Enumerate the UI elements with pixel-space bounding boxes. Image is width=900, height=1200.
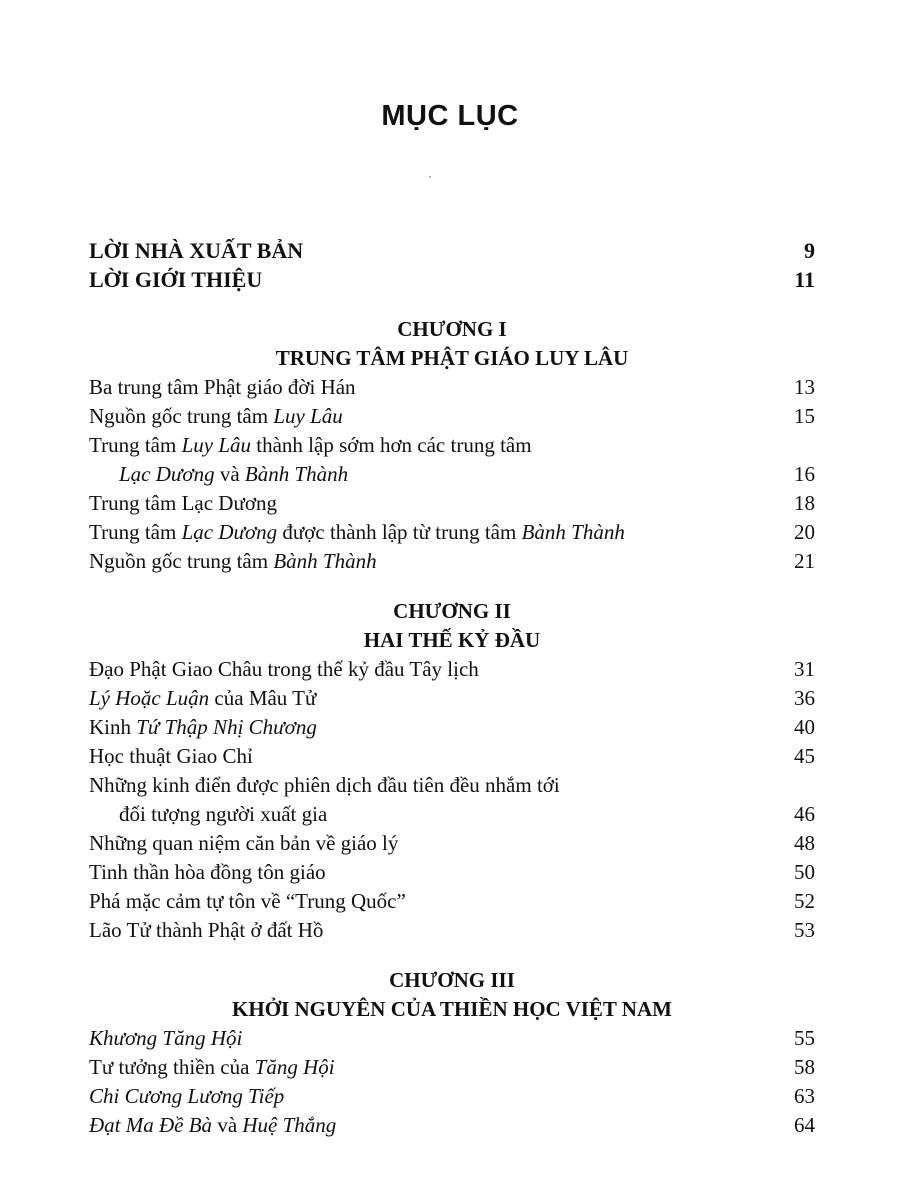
- entry-title: LỜI NHÀ XUẤT BẢN: [89, 238, 304, 263]
- entry-title: [89, 547, 377, 576]
- toc-entry[interactable]: [89, 858, 815, 887]
- page-title: MỤC LỤC: [381, 100, 519, 132]
- entry-title: [89, 713, 317, 742]
- entry-title-text: Những kinh điển được phiên dịch đầu tiên đều nhắm tới: [89, 773, 560, 797]
- entry-title-text: và: [214, 462, 245, 486]
- entry-title-italic: Huệ Thắng: [242, 1113, 337, 1137]
- toc-entry[interactable]: [89, 1082, 815, 1111]
- entry-title: [89, 800, 327, 829]
- toc-entry[interactable]: [89, 547, 815, 576]
- entry-title-text: Lão Tử thành Phật ở đất Hồ: [89, 918, 324, 942]
- toc-entry[interactable]: [89, 1024, 815, 1053]
- toc-entry[interactable]: [89, 887, 815, 916]
- toc-entry[interactable]: [89, 771, 815, 800]
- entry-title-italic: Bành Thành: [244, 462, 349, 486]
- entry-title: [89, 489, 277, 518]
- toc-entry[interactable]: [89, 742, 815, 771]
- chapter-label: CHƯƠNG I: [397, 317, 507, 341]
- entry-title-text: của Mâu Tử: [209, 686, 317, 710]
- entry-page: 58: [794, 1055, 815, 1079]
- entry-title: [89, 402, 343, 431]
- entry-title: [89, 431, 532, 460]
- entry-page: 31: [794, 657, 815, 681]
- entry-title-italic: Luy Lâu: [181, 433, 252, 457]
- chapter-label: CHƯƠNG III: [389, 968, 515, 992]
- entry-title: [89, 373, 356, 402]
- entry-page: 52: [794, 889, 815, 913]
- entry-title-text: Phá mặc cảm tự tôn về “Trung Quốc”: [89, 889, 406, 913]
- toc-entry[interactable]: [89, 800, 815, 829]
- front-matter-row[interactable]: [89, 265, 815, 294]
- entry-title-text: Nguồn gốc trung tâm: [89, 549, 274, 573]
- entry-title: [89, 460, 348, 489]
- entry-page: 11: [794, 267, 815, 292]
- entry-title: [89, 684, 316, 713]
- entry-page: 50: [794, 860, 815, 884]
- entry-title-italic: Bành Thành: [521, 520, 625, 544]
- toc-entry[interactable]: [89, 460, 815, 489]
- toc-entry[interactable]: [89, 655, 815, 684]
- entry-page: 36: [794, 686, 815, 710]
- entry-title-text: đối tượng người xuất gia: [119, 802, 328, 826]
- entry-page: 46: [794, 802, 815, 826]
- entry-page: 16: [794, 462, 815, 486]
- entry-title-italic: Chi Cương Lương Tiếp: [89, 1084, 285, 1108]
- entry-title: [89, 829, 398, 858]
- entry-title-italic: Khương Tăng Hội: [89, 1026, 243, 1050]
- toc-entry[interactable]: [89, 1053, 815, 1082]
- toc-entry[interactable]: [89, 1111, 815, 1140]
- entry-page: 55: [794, 1026, 815, 1050]
- entry-title-text: được thành lập từ trung tâm: [277, 520, 522, 544]
- toc-entry[interactable]: [89, 829, 815, 858]
- entry-title-text: Ba trung tâm Phật giáo đời Hán: [89, 375, 356, 399]
- chapter-name: KHỞI NGUYÊN CỦA THIỀN HỌC VIỆT NAM: [232, 997, 672, 1021]
- chapters-container: [89, 315, 815, 1140]
- entry-page: 18: [794, 491, 815, 515]
- entry-title-italic: Lạc Dương: [181, 520, 278, 544]
- toc-entry[interactable]: [89, 518, 815, 547]
- toc-entry[interactable]: [89, 713, 815, 742]
- entry-title: [89, 1053, 335, 1082]
- entry-title-text: Những quan niệm căn bản về giáo lý: [89, 831, 399, 855]
- toc-entry[interactable]: [89, 431, 815, 460]
- entry-page: 63: [794, 1084, 815, 1108]
- entry-title-text: Kinh: [89, 715, 137, 739]
- entry-page: 48: [794, 831, 815, 855]
- entry-page: 9: [804, 238, 815, 263]
- chapter-name: HAI THẾ KỶ ĐẦU: [363, 628, 541, 652]
- toc-entry[interactable]: [89, 489, 815, 518]
- entry-title-italic: Tăng Hội: [254, 1055, 335, 1079]
- entry-page: 13: [794, 375, 815, 399]
- entry-page: 20: [794, 520, 815, 544]
- entry-title-text: Tinh thần hòa đồng tôn giáo: [89, 860, 326, 884]
- entry-title: LỜI GIỚI THIỆU: [89, 267, 263, 292]
- table-of-contents: [89, 236, 815, 1140]
- chapter-label: CHƯƠNG II: [393, 599, 511, 623]
- entry-title: [89, 916, 323, 945]
- entry-title: [89, 1111, 336, 1140]
- entry-title-italic: Đạt Ma Đề Bà: [89, 1113, 213, 1137]
- entry-title-text: Trung tâm: [89, 433, 182, 457]
- entry-title-text: Trung tâm Lạc Dương: [89, 491, 277, 515]
- chapter-name: TRUNG TÂM PHẬT GIÁO LUY LÂU: [275, 346, 629, 370]
- entry-title: [89, 655, 479, 684]
- entry-title: [89, 1024, 242, 1053]
- toc-entry[interactable]: [89, 402, 815, 431]
- entry-title-text: thành lập sớm hơn các trung tâm: [251, 433, 532, 457]
- entry-title-italic: Bành Thành: [273, 549, 377, 573]
- entry-title: [89, 518, 625, 547]
- entry-page: 15: [794, 404, 815, 428]
- entry-title-italic: Luy Lâu: [273, 404, 343, 428]
- toc-entry[interactable]: [89, 373, 815, 402]
- entry-title-italic: Lạc Dương: [119, 462, 215, 486]
- entry-title-text: Học thuật Giao Chỉ: [89, 744, 253, 768]
- entry-page: 40: [794, 715, 815, 739]
- toc-entry[interactable]: [89, 684, 815, 713]
- front-matter-row[interactable]: [89, 236, 815, 265]
- entry-page: 53: [794, 918, 815, 942]
- entry-title: [89, 742, 253, 771]
- entry-page: 45: [794, 744, 815, 768]
- toc-entry[interactable]: [89, 916, 815, 945]
- entry-title: [89, 1082, 284, 1111]
- entry-title-italic: Tứ Thập Nhị Chương: [136, 715, 317, 739]
- entry-title-text: Đạo Phật Giao Châu trong thế kỷ đầu Tây lịch: [89, 657, 479, 681]
- stray-dot: [429, 176, 431, 178]
- entry-title: [89, 887, 406, 916]
- entry-title: [89, 858, 326, 887]
- entry-title-text: Nguồn gốc trung tâm: [89, 404, 274, 428]
- entry-page: 64: [794, 1113, 815, 1137]
- entry-title-text: Tư tưởng thiền của: [89, 1055, 255, 1079]
- entry-title-italic: Lý Hoặc Luận: [89, 686, 210, 710]
- entry-title-text: Trung tâm: [89, 520, 182, 544]
- entry-page: 21: [794, 549, 815, 573]
- entry-title: [89, 771, 560, 800]
- entry-title-text: và: [212, 1113, 243, 1137]
